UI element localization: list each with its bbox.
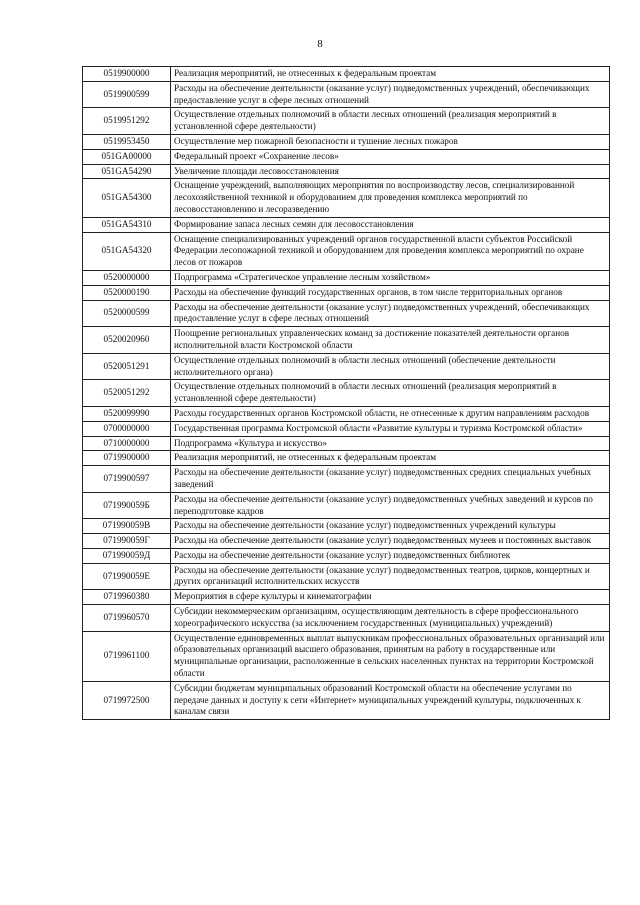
table-row xyxy=(83,179,610,217)
row-code: 0520000000 xyxy=(83,270,171,285)
row-code: 051GA54300 xyxy=(83,179,171,217)
row-description: Расходы на обеспечение деятельности (оказание услуг) подведомственных средних специальных учебных заведений xyxy=(171,466,610,493)
row-description: Осуществление отдельных полномочий в области лесных отношений (реализация мероприятий в установленной сфере деятельности) xyxy=(171,380,610,407)
row-description: Расходы на обеспечение деятельности (оказание услуг) подведомственных библиотек xyxy=(171,548,610,563)
table-row xyxy=(83,108,610,135)
row-code: 0519951292 xyxy=(83,108,171,135)
row-code: 051GA54310 xyxy=(83,217,171,232)
table-row xyxy=(83,232,610,270)
row-description: Расходы государственных органов Костромской области, не отнесенные к другим направлениям расходов xyxy=(171,406,610,421)
row-code: 071990059Е xyxy=(83,563,171,590)
row-code: 0719972500 xyxy=(83,681,171,719)
table-row xyxy=(83,590,610,605)
row-description: Мероприятия в сфере культуры и кинематографии xyxy=(171,590,610,605)
row-code: 0520051291 xyxy=(83,353,171,380)
row-description: Подпрограмма «Культура и искусство» xyxy=(171,436,610,451)
row-code: 071990059Д xyxy=(83,548,171,563)
row-code: 0520099990 xyxy=(83,406,171,421)
table-row xyxy=(83,492,610,519)
table-row xyxy=(83,436,610,451)
row-code: 051GA00000 xyxy=(83,149,171,164)
row-code: 0719960380 xyxy=(83,590,171,605)
row-code: 071990059В xyxy=(83,519,171,534)
row-code: 0519900599 xyxy=(83,81,171,108)
page-number: 8 xyxy=(317,38,323,50)
table-row xyxy=(83,563,610,590)
row-description: Субсидии некоммерческим организациям, осуществляющим деятельность в сфере профессионального хореографического искусства (за исключением государственных (муниципальных) учреждений) xyxy=(171,605,610,632)
row-code: 0520051292 xyxy=(83,380,171,407)
row-description: Расходы на обеспечение деятельности (оказание услуг) подведомственных музеев и постоянных выставок xyxy=(171,534,610,549)
row-description: Осуществление единовременных выплат выпускникам профессиональных образовательных организаций или образовательных организаций высшего образования, принятым на работу в государственные или муниципальные организации, расположенные в сельских населенных пунктах на территории Костромской области xyxy=(171,631,610,681)
row-code: 0719900597 xyxy=(83,466,171,493)
row-code: 0520000190 xyxy=(83,285,171,300)
row-code: 0719961100 xyxy=(83,631,171,681)
row-code: 051GA54290 xyxy=(83,164,171,179)
row-description: Увеличение площади лесовосстановления xyxy=(171,164,610,179)
row-description: Реализация мероприятий, не отнесенных к федеральным проектам xyxy=(171,451,610,466)
table-row xyxy=(83,81,610,108)
table-row xyxy=(83,327,610,354)
table-row xyxy=(83,164,610,179)
row-code: 0520000599 xyxy=(83,300,171,327)
row-code: 0700000000 xyxy=(83,421,171,436)
row-description: Расходы на обеспечение функций государственных органов, в том числе территориальных органов xyxy=(171,285,610,300)
row-code: 0719900000 xyxy=(83,451,171,466)
row-description: Поощрение региональных управленческих команд за достижение показателей деятельности органов исполнительной власти Костромской области xyxy=(171,327,610,354)
table-row xyxy=(83,134,610,149)
row-description: Федеральный проект «Сохранение лесов» xyxy=(171,149,610,164)
row-description: Осуществление отдельных полномочий в области лесных отношений (реализация мероприятий в установленной сфере деятельности) xyxy=(171,108,610,135)
table-row xyxy=(83,534,610,549)
table-row xyxy=(83,67,610,82)
row-code: 0519900000 xyxy=(83,67,171,82)
table-row xyxy=(83,380,610,407)
row-description: Оснащение специализированных учреждений органов государственной власти субъектов Российской Федерации лесопожарной техникой и оборудованием для проведения комплекса мероприятий по охране лесов от пожаров xyxy=(171,232,610,270)
row-code: 051GA54320 xyxy=(83,232,171,270)
table-row xyxy=(83,285,610,300)
table-row xyxy=(83,270,610,285)
row-code: 071990059Б xyxy=(83,492,171,519)
budget-classification-table xyxy=(82,66,610,720)
table-row xyxy=(83,631,610,681)
row-description: Расходы на обеспечение деятельности (оказание услуг) подведомственных учебных заведений и курсов по переподготовке кадров xyxy=(171,492,610,519)
row-description: Реализация мероприятий, не отнесенных к федеральным проектам xyxy=(171,67,610,82)
row-description: Расходы на обеспечение деятельности (оказание услуг) подведомственных учреждений, обеспечивающих предоставление услуг в сфере лесных отношений xyxy=(171,81,610,108)
row-description: Осуществление отдельных полномочий в области лесных отношений (обеспечение деятельности исполнительного органа) xyxy=(171,353,610,380)
table-row xyxy=(83,681,610,719)
row-code: 0520020960 xyxy=(83,327,171,354)
row-description: Расходы на обеспечение деятельности (оказание услуг) подведомственных учреждений, обеспечивающих предоставление услуг в сфере лесных отношений xyxy=(171,300,610,327)
table-row xyxy=(83,548,610,563)
row-code: 0519953450 xyxy=(83,134,171,149)
table-row xyxy=(83,149,610,164)
table-row xyxy=(83,353,610,380)
row-description: Расходы на обеспечение деятельности (оказание услуг) подведомственных учреждений культуры xyxy=(171,519,610,534)
table-row xyxy=(83,519,610,534)
row-description: Государственная программа Костромской области «Развитие культуры и туризма Костромской области» xyxy=(171,421,610,436)
table-row xyxy=(83,605,610,632)
row-code: 071990059Г xyxy=(83,534,171,549)
table-row xyxy=(83,451,610,466)
row-description: Оснащение учреждений, выполняющих мероприятия по воспроизводству лесов, специализированной лесохозяйственной техникой и оборудованием для проведения комплекса мероприятий по лесовосстановлению и лесоразведению xyxy=(171,179,610,217)
table-row xyxy=(83,421,610,436)
row-description: Формирование запаса лесных семян для лесовосстановления xyxy=(171,217,610,232)
row-description: Осуществление мер пожарной безопасности и тушение лесных пожаров xyxy=(171,134,610,149)
table-row xyxy=(83,406,610,421)
table-row xyxy=(83,300,610,327)
row-description: Подпрограмма «Стратегическое управление лесным хозяйством» xyxy=(171,270,610,285)
row-code: 0719960570 xyxy=(83,605,171,632)
table-row xyxy=(83,217,610,232)
row-description: Субсидии бюджетам муниципальных образований Костромской области на обеспечение услугами по передаче данных и доступу к сети «Интернет» муниципальных учреждений культуры, подключенных к каналам связи xyxy=(171,681,610,719)
row-code: 0710000000 xyxy=(83,436,171,451)
row-description: Расходы на обеспечение деятельности (оказание услуг) подведомственных театров, цирков, концертных и других организаций исполнительских искусств xyxy=(171,563,610,590)
table-row xyxy=(83,466,610,493)
